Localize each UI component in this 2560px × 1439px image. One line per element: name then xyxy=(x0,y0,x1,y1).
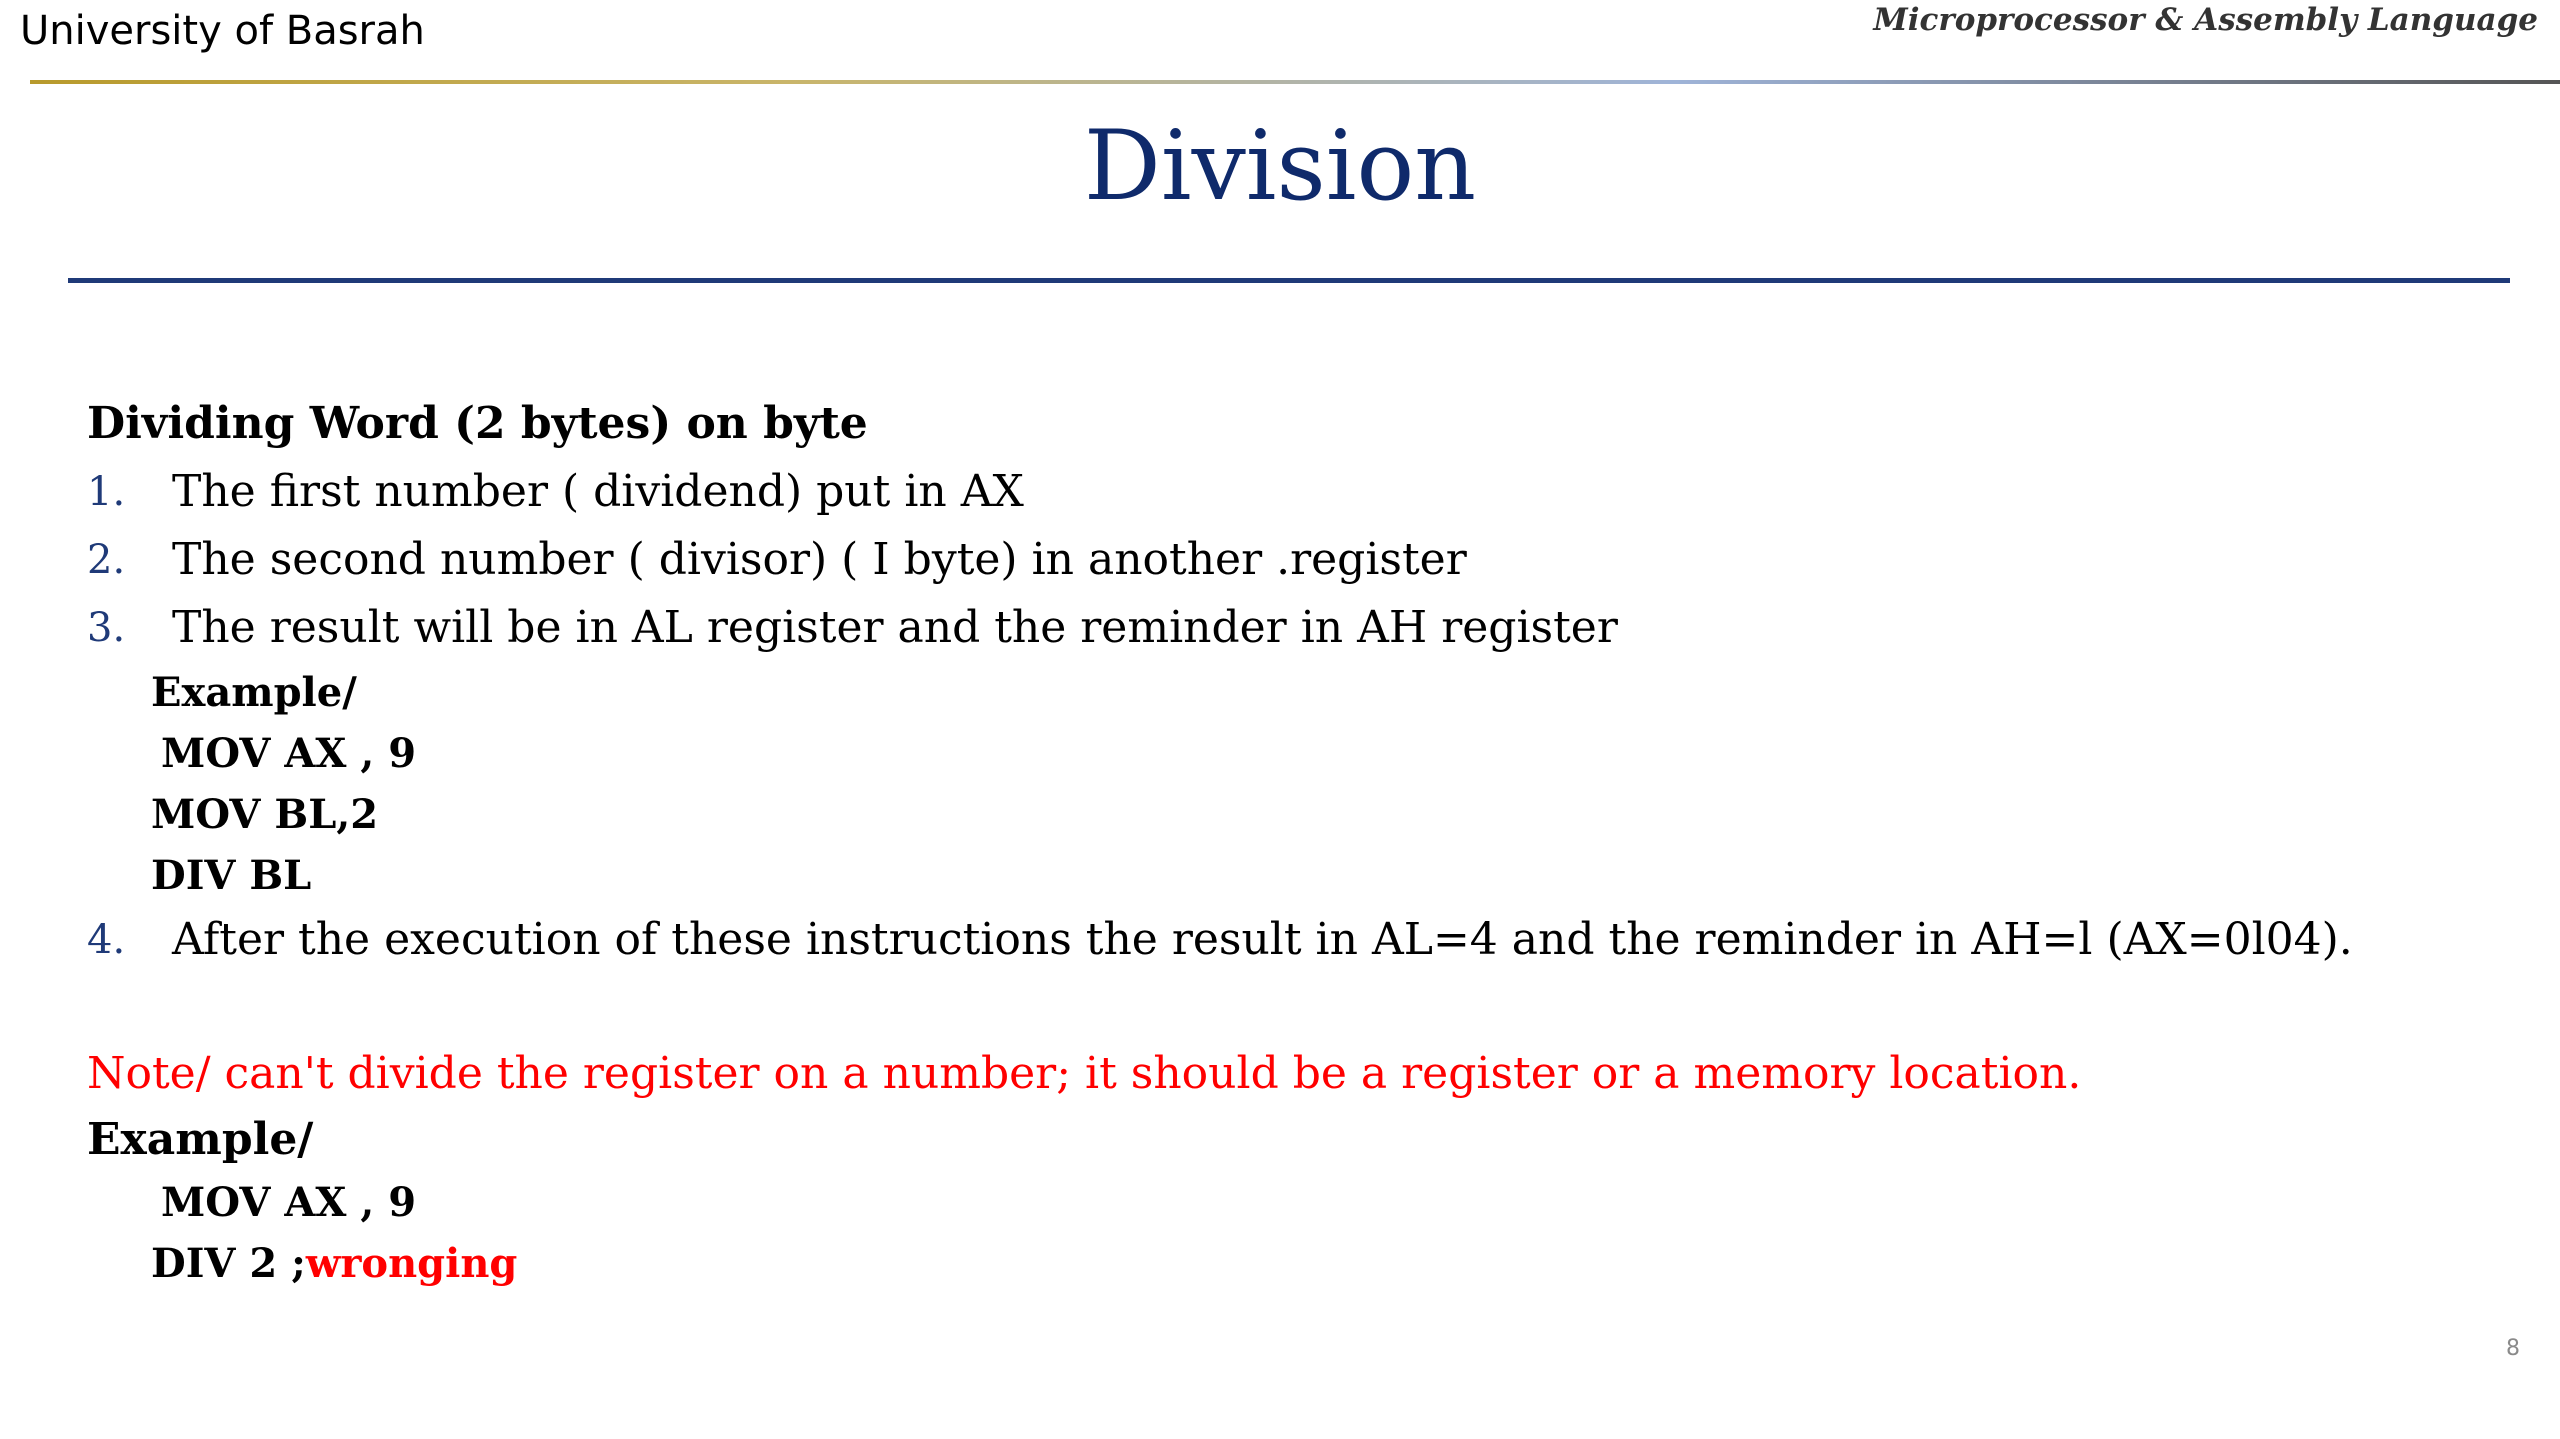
slide-content xyxy=(87,390,2507,1294)
section-heading: Dividing Word (2 bytes) on byte xyxy=(87,398,868,449)
code-line: MOV BL,2 xyxy=(151,791,379,838)
example2-label: Example/ xyxy=(87,1114,314,1165)
list-item xyxy=(87,526,2507,594)
list-item xyxy=(87,458,2507,526)
spacer xyxy=(87,974,2507,1040)
header-divider xyxy=(30,80,2560,84)
list-text: The result will be in AL register and the reminder in AH register xyxy=(172,602,1618,653)
code-line-wrong xyxy=(87,1233,2507,1294)
note-warning: Note/ can't divide the register on a number; it should be a register or a memory location. xyxy=(87,1048,2082,1099)
code-comment-wrong: wronging xyxy=(305,1240,518,1287)
list-number: 1. xyxy=(87,469,126,515)
example-label: Example/ xyxy=(151,669,357,716)
list-text: After the execution of these instructions the result in AL=4 and the reminder in AH=l (AX=0l04). xyxy=(172,914,2353,965)
code-text: DIV 2 ; xyxy=(151,1240,306,1287)
list-text: The first number ( dividend) put in AX xyxy=(172,466,1024,517)
list-number: 4. xyxy=(87,917,126,963)
code-line: MOV AX , 9 xyxy=(161,730,417,777)
list-number: 3. xyxy=(87,605,126,651)
header-institution: University of Basrah xyxy=(20,8,425,54)
list-item xyxy=(87,594,2507,662)
header-course: Microprocessor & Assembly Language xyxy=(1873,2,2538,38)
code-line: MOV AX , 9 xyxy=(161,1179,417,1226)
code-line: DIV BL xyxy=(151,852,312,899)
slide-title: Division xyxy=(1083,110,1477,222)
list-number: 2. xyxy=(87,537,126,583)
list-text: The second number ( divisor) ( I byte) in another .register xyxy=(172,534,1467,585)
title-divider xyxy=(68,278,2510,283)
page-number: 8 xyxy=(2506,1336,2520,1361)
list-item xyxy=(87,906,2507,974)
